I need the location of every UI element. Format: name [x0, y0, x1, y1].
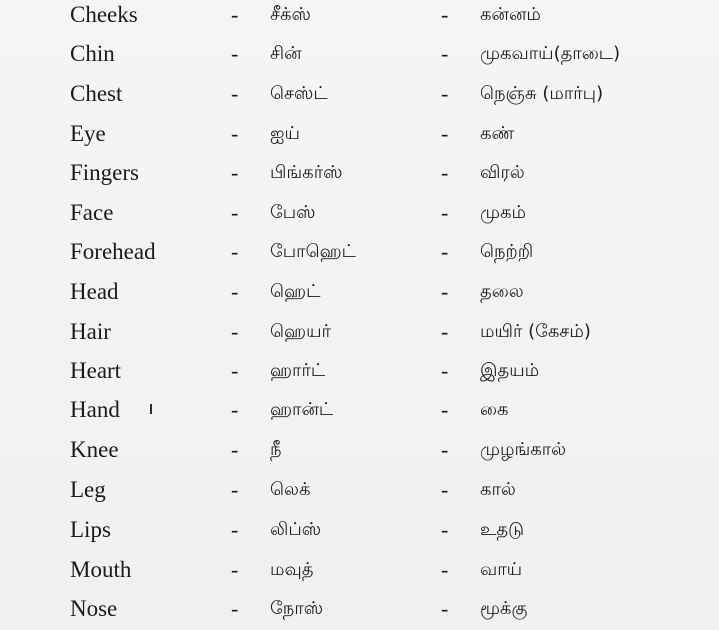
separator-dash: - — [441, 319, 449, 344]
tamil-meaning: கால் — [480, 479, 516, 500]
english-word: Nose — [70, 596, 118, 621]
separator-dash: - — [231, 2, 239, 27]
tamil-meaning: இதயம் — [480, 360, 540, 381]
english-word: Cheeks — [70, 2, 138, 27]
separator-dash: - — [231, 557, 239, 582]
english-word: Chin — [70, 41, 115, 66]
separator-dash: - — [231, 517, 239, 542]
tamil-transliteration: நோஸ் — [270, 598, 324, 619]
english-word: Lips — [70, 517, 111, 542]
tamil-meaning: கன்னம் — [480, 4, 541, 25]
separator-dash: - — [441, 2, 449, 27]
separator-dash: - — [441, 121, 449, 146]
vocab-row-nose — [0, 589, 719, 628]
separator-dash: - — [231, 121, 239, 146]
tamil-transliteration: ஹெயர் — [270, 321, 331, 342]
separator-dash: - — [231, 279, 239, 304]
vocab-row-face — [0, 193, 719, 232]
separator-dash: - — [231, 596, 239, 621]
tamil-meaning: முகவாய்(தாடை) — [480, 43, 621, 64]
english-word: Mouth — [70, 557, 132, 582]
tamil-transliteration: லெக் — [270, 479, 311, 500]
english-word: Forehead — [70, 239, 156, 264]
tamil-transliteration: மவுத் — [270, 559, 314, 580]
vocab-row-cheeks — [0, 0, 719, 34]
vocab-row-hair — [0, 312, 719, 351]
separator-dash: - — [231, 319, 239, 344]
separator-dash: - — [231, 160, 239, 185]
english-word: Chest — [70, 81, 123, 106]
tamil-meaning: கண் — [480, 123, 515, 144]
separator-dash: - — [441, 397, 449, 422]
stray-ink-mark — [150, 404, 152, 414]
vocab-row-chest — [0, 74, 719, 113]
vocab-row-mouth — [0, 550, 719, 589]
vocab-row-eye — [0, 114, 719, 153]
english-word: Eye — [70, 121, 106, 146]
separator-dash: - — [231, 81, 239, 106]
tamil-meaning: நெஞ்சு (மார்பு) — [480, 83, 604, 104]
english-word: Fingers — [70, 160, 139, 185]
separator-dash: - — [441, 517, 449, 542]
vocab-row-leg — [0, 470, 719, 509]
tamil-meaning: முழங்கால் — [480, 439, 567, 460]
tamil-transliteration: பிங்கர்ஸ் — [270, 162, 343, 183]
separator-dash: - — [231, 477, 239, 502]
separator-dash: - — [441, 477, 449, 502]
separator-dash: - — [441, 160, 449, 185]
english-word: Heart — [70, 358, 122, 383]
tamil-transliteration: ஐய் — [270, 123, 300, 144]
vocab-row-knee — [0, 430, 719, 469]
tamil-transliteration: நீ — [270, 439, 282, 460]
separator-dash: - — [231, 437, 239, 462]
separator-dash: - — [441, 200, 449, 225]
separator-dash: - — [231, 397, 239, 422]
separator-dash: - — [231, 358, 239, 383]
tamil-transliteration: சீக்ஸ் — [270, 4, 311, 25]
english-word: Knee — [70, 437, 119, 462]
tamil-transliteration: செஸ்ட் — [270, 83, 328, 104]
english-word: Head — [70, 279, 119, 304]
tamil-meaning: மயிர் (கேசம்) — [480, 321, 591, 342]
vocab-row-heart — [0, 351, 719, 390]
separator-dash: - — [231, 41, 239, 66]
separator-dash: - — [231, 239, 239, 264]
english-word: Face — [70, 200, 114, 225]
tamil-transliteration: ஹான்ட் — [270, 399, 334, 420]
separator-dash: - — [441, 239, 449, 264]
tamil-meaning: விரல் — [480, 162, 525, 183]
tamil-transliteration: பேஸ் — [270, 202, 316, 223]
tamil-meaning: முகம் — [480, 202, 526, 223]
vocab-row-fingers — [0, 153, 719, 192]
separator-dash: - — [441, 279, 449, 304]
tamil-transliteration: ஹார்ட் — [270, 360, 326, 381]
tamil-transliteration: சின் — [270, 43, 302, 64]
vocab-row-hand — [0, 390, 719, 429]
separator-dash: - — [441, 437, 449, 462]
tamil-meaning: கை — [480, 399, 509, 420]
tamil-meaning: வாய் — [480, 559, 523, 580]
english-word: Hand — [70, 397, 120, 422]
separator-dash: - — [441, 557, 449, 582]
separator-dash: - — [441, 358, 449, 383]
tamil-meaning: மூக்கு — [480, 598, 528, 619]
english-word: Leg — [70, 477, 106, 502]
vocab-row-lips — [0, 510, 719, 549]
tamil-meaning: உதடு — [480, 519, 525, 540]
tamil-transliteration: போஹெட் — [270, 241, 356, 262]
separator-dash: - — [441, 81, 449, 106]
tamil-meaning: நெற்றி — [480, 241, 534, 262]
vocab-row-head — [0, 272, 719, 311]
vocab-row-forehead — [0, 232, 719, 271]
separator-dash: - — [441, 596, 449, 621]
separator-dash: - — [231, 200, 239, 225]
separator-dash: - — [441, 41, 449, 66]
vocab-row-chin — [0, 34, 719, 73]
tamil-transliteration: ஹெட் — [270, 281, 321, 302]
tamil-meaning: தலை — [480, 281, 524, 302]
tamil-transliteration: லிப்ஸ் — [270, 519, 322, 540]
english-word: Hair — [70, 319, 111, 344]
